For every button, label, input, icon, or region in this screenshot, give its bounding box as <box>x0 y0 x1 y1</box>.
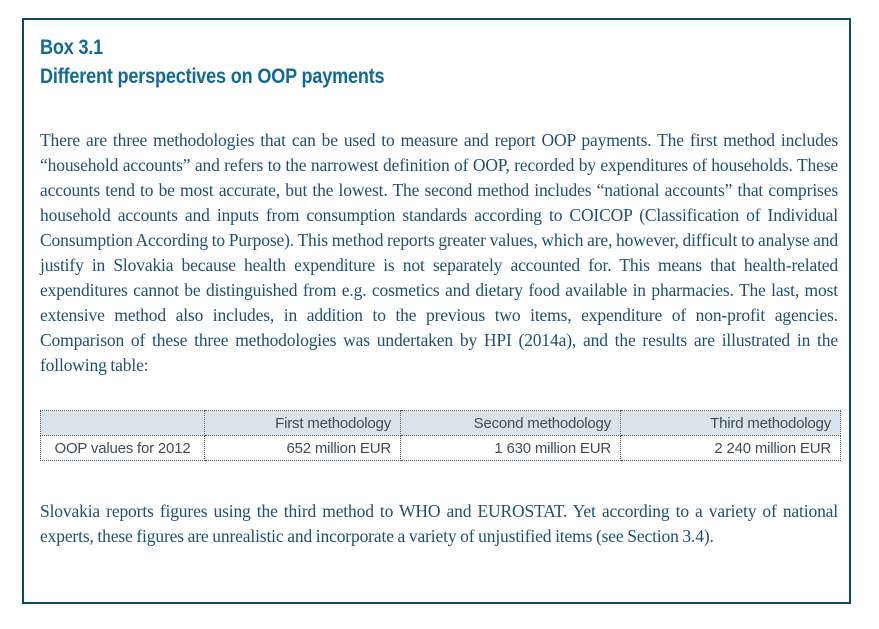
table-header-second-methodology: Second methodology <box>401 411 621 436</box>
intro-paragraph: There are three methodologies that can be used to measure and report OOP payments. The first method includes “household accounts” and refers to the narrowest definition of OOP, recorded by expenditures of households. These accounts tend to be most accurate, but the lowest. The second method includes “national accounts” that comprises household accounts and inputs from consumption standards according to COICOP (Classification of Individual Consumption According to Purpose). This method reports greater values, which are, however, difficult to analyse and justify in Slovakia because health expenditure is not separately accounted for. This means that health-related expenditures cannot be distinguished from e.g. cosmetics and dietary food available in pharmacies. The last, most extensive method also includes, in addition to the previous two items, expenditure of non-profit agencies. Comparison of these three methodologies was undertaken by HPI (2014a), and the results are illustrated in the following table: <box>40 130 838 375</box>
box-3-1 <box>22 18 851 604</box>
table-row-oop-values <box>41 436 841 461</box>
closing-paragraph: Slovakia reports figures using the third method to WHO and EUROSTAT. Yet according to a variety of national experts, these figures are unrealistic and incorporate a variety of unjustified items (see Section 3.4). <box>40 501 838 546</box>
methodology-comparison-table <box>40 410 841 461</box>
box-title: Different perspectives on OOP payments <box>40 65 385 88</box>
box-header <box>40 34 835 92</box>
box-number: Box 3.1 <box>40 36 104 59</box>
page <box>0 18 879 604</box>
row-label-oop-values-2012: OOP values for 2012 <box>41 436 205 461</box>
value-third-methodology: 2 240 million EUR <box>621 436 841 461</box>
table-header-third-methodology: Third methodology <box>621 411 841 436</box>
table-header-first-methodology: First methodology <box>205 411 401 436</box>
table-header-empty <box>41 411 205 436</box>
value-second-methodology: 1 630 million EUR <box>401 436 621 461</box>
value-first-methodology: 652 million EUR <box>205 436 401 461</box>
table-header-row <box>41 411 841 436</box>
